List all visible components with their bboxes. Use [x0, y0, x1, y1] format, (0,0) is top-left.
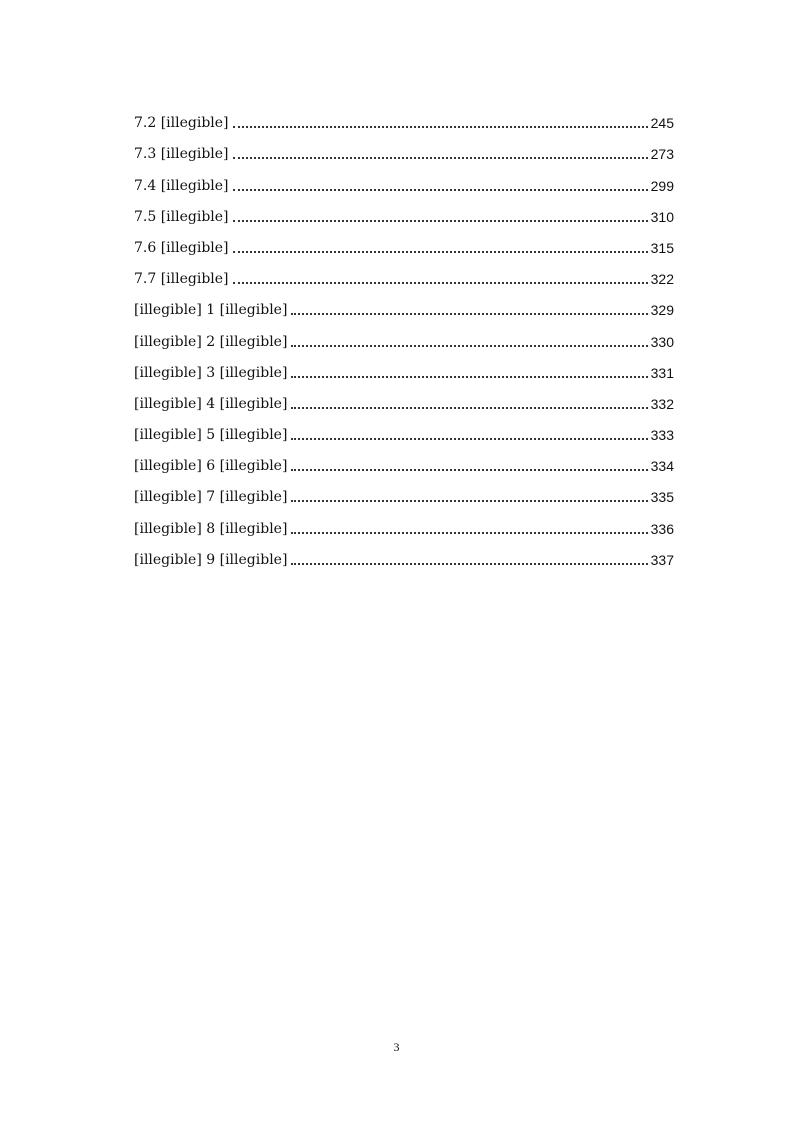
toc-row[interactable] — [134, 163, 674, 194]
toc-entry-page: 332 — [650, 395, 674, 412]
toc-row[interactable] — [134, 506, 674, 537]
toc-entry-page: 336 — [650, 520, 674, 537]
toc-dot-leader — [233, 251, 648, 253]
toc-entry-label: 7.4 [illegible] — [134, 177, 229, 194]
toc-row[interactable] — [134, 226, 674, 257]
toc-dot-leader — [291, 438, 648, 440]
toc-dot-leader — [291, 469, 648, 471]
toc-dot-leader — [291, 313, 648, 315]
toc-entry-page: 299 — [650, 177, 674, 194]
toc-dot-leader — [233, 157, 648, 159]
toc-entry-page: 337 — [650, 551, 674, 568]
toc-row[interactable] — [134, 413, 674, 444]
toc-row[interactable] — [134, 382, 674, 413]
toc-entry-label: 7.2 [illegible] — [134, 115, 229, 132]
toc-entry-page: 315 — [650, 239, 674, 256]
toc-dot-leader — [233, 220, 648, 222]
toc-row[interactable] — [134, 101, 674, 132]
toc-row[interactable] — [134, 351, 674, 382]
toc-dot-leader — [291, 500, 648, 502]
toc-dot-leader — [291, 532, 648, 534]
toc-entry-page: 322 — [650, 271, 674, 288]
toc-entry-label: [illegible] 8 [illegible] — [134, 520, 288, 537]
toc-entry-label: 7.5 [illegible] — [134, 208, 229, 225]
toc-row[interactable] — [134, 319, 674, 350]
toc-entry-page: 245 — [650, 115, 674, 132]
toc-row[interactable] — [134, 195, 674, 226]
toc-row[interactable] — [134, 288, 674, 319]
toc-entry-label: [illegible] 4 [illegible] — [134, 395, 288, 412]
toc-entry-label: 7.3 [illegible] — [134, 146, 229, 163]
toc-entry-label: [illegible] 9 [illegible] — [134, 551, 288, 568]
toc-dot-leader — [233, 126, 648, 128]
toc-dot-leader — [291, 345, 648, 347]
toc-entry-label: [illegible] 1 [illegible] — [134, 302, 288, 319]
toc-dot-leader — [291, 563, 648, 565]
toc-row[interactable] — [134, 132, 674, 163]
toc-dot-leader — [291, 407, 648, 409]
toc-row[interactable] — [134, 257, 674, 288]
toc-dot-leader — [233, 189, 648, 191]
toc-dot-leader — [233, 282, 648, 284]
toc-row[interactable] — [134, 475, 674, 506]
table-of-contents — [134, 101, 674, 569]
toc-entry-page: 335 — [650, 489, 674, 506]
toc-dot-leader — [291, 376, 648, 378]
page-number: 3 — [393, 1040, 400, 1054]
toc-entry-page: 310 — [650, 208, 674, 225]
toc-row[interactable] — [134, 444, 674, 475]
toc-entry-label: [illegible] 5 [illegible] — [134, 427, 288, 444]
toc-entry-page: 273 — [650, 146, 674, 163]
toc-entry-label: [illegible] 7 [illegible] — [134, 489, 288, 506]
toc-row[interactable] — [134, 538, 674, 569]
toc-entry-label: 7.6 [illegible] — [134, 239, 229, 256]
toc-entry-label: 7.7 [illegible] — [134, 271, 229, 288]
toc-entry-label: [illegible] 6 [illegible] — [134, 458, 288, 475]
toc-entry-page: 329 — [650, 302, 674, 319]
toc-entry-label: [illegible] 3 [illegible] — [134, 364, 288, 381]
toc-entry-page: 331 — [650, 364, 674, 381]
toc-entry-page: 330 — [650, 333, 674, 350]
toc-entry-page: 334 — [650, 458, 674, 475]
toc-entry-page: 333 — [650, 427, 674, 444]
toc-entry-label: [illegible] 2 [illegible] — [134, 333, 288, 350]
